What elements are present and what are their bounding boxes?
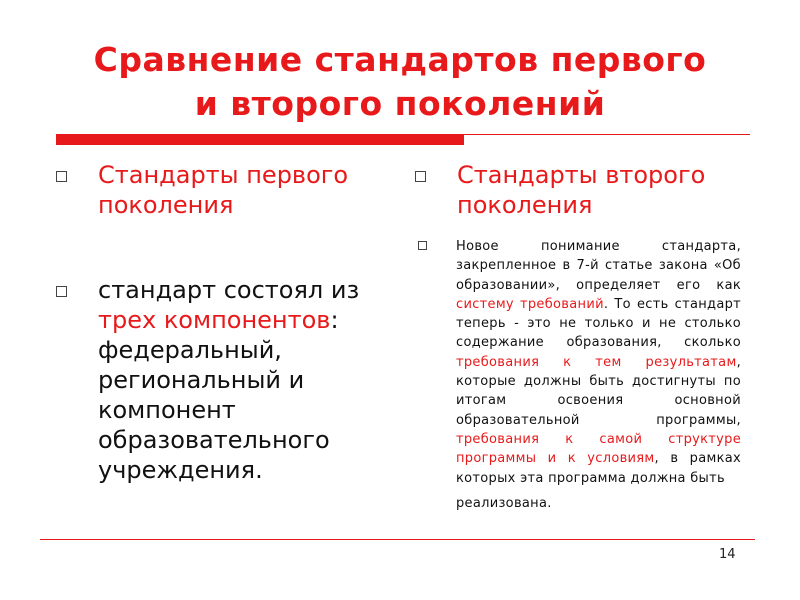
page-number: 14 xyxy=(719,547,736,562)
footer-divider xyxy=(40,539,755,540)
left-body-text-2: : федеральный, региональный и компонент образовательного учреждения. xyxy=(98,306,339,484)
right-body-text-2: . То есть стандарт теперь - это не только и не столько содержание образования, сколько xyxy=(456,296,742,351)
slide-title-line-1: Сравнение стандартов первого xyxy=(93,40,707,79)
left-body xyxy=(98,275,388,485)
slide-title xyxy=(40,38,760,126)
bullet-square-icon xyxy=(56,286,67,297)
left-heading: Стандарты первого поколения xyxy=(98,161,349,219)
left-body-text-1: стандарт состоял из xyxy=(98,276,360,304)
right-body-text-4: , в рамках которых эта программа должна быть xyxy=(456,451,741,486)
left-body-highlight: трех компонентов xyxy=(98,306,331,334)
right-body-highlight-2: требования к тем результатам xyxy=(456,354,737,370)
title-divider-thick xyxy=(56,134,464,145)
bullet-square-icon xyxy=(56,171,67,182)
right-body-highlight-3: требования к самой структуре программы и к условиям xyxy=(456,431,741,467)
right-body-text-5: реализована. xyxy=(456,495,552,511)
right-body-text-3: , которые должны быть достигнуты по итогам освоения основной образовательной программы, xyxy=(456,354,741,428)
bullet-square-icon xyxy=(415,171,426,182)
slide-title-line-2: и второго поколений xyxy=(194,84,606,123)
bullet-square-icon xyxy=(418,241,427,250)
right-body-text-1: Новое понимание стандарта, закрепленное в 7-й статье закона «Об образовании», определяет его как xyxy=(456,239,741,293)
right-body xyxy=(456,237,741,513)
right-body-highlight-1: систему требований xyxy=(456,296,604,312)
right-heading: Стандарты второго поколения xyxy=(457,161,706,219)
